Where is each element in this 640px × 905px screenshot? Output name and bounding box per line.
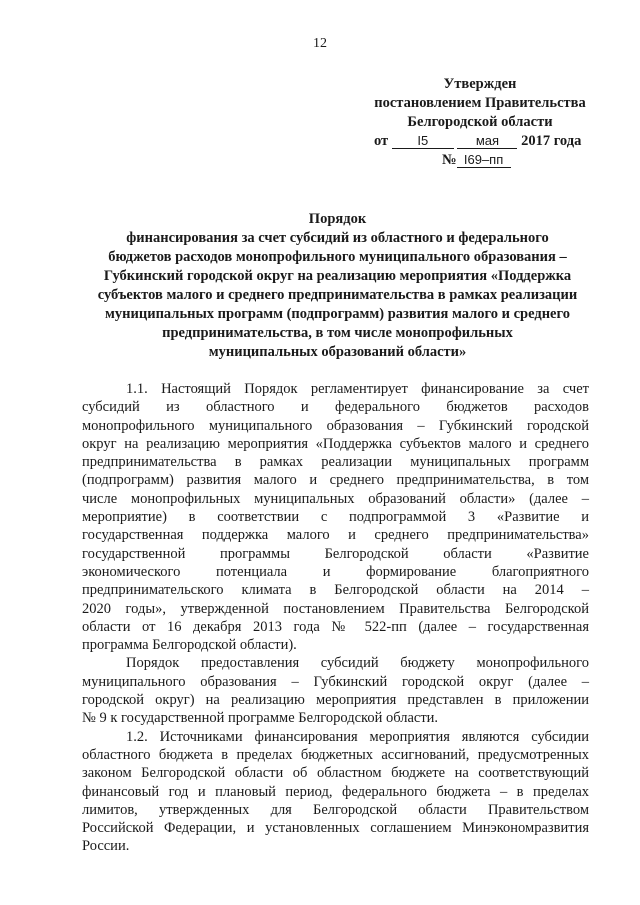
body-line: мероприятие) в соответствии с подпрограммой 3 «Развитие и: [82, 509, 589, 526]
document-body: [82, 380, 589, 856]
body-line: Порядок предоставления субсидий бюджету монопрофильного: [126, 655, 589, 672]
title-line: предпринимательства, в том числе монопрофильных: [162, 325, 513, 341]
body-line: государственная поддержка малого и среднего предпринимательства»: [82, 527, 589, 544]
body-line: (подпрограмм) развития малого и среднего предпринимательства, в том: [82, 472, 589, 489]
body-line: областного бюджета в пределах бюджетных ассигнований, предусмотренных: [82, 746, 589, 763]
body-line: финансовый год и плановый период, федерального бюджета – в пределах: [82, 783, 589, 800]
body-line: 1.1. Настоящий Порядок регламентирует финансирование за счет: [126, 381, 589, 397]
title-line: субъектов малого и среднего предпринимательства в рамках реализации: [97, 287, 578, 303]
title-line: финансирования за счет субсидий из областного и федерального: [126, 230, 549, 246]
body-line: Российской Федерации, и установленных соглашением Минэкономразвития: [82, 820, 589, 837]
paragraph-1-1: [82, 380, 589, 654]
body-line: № 9 к государственной программе Белгородской области.: [82, 710, 439, 727]
approval-date-day: I5: [392, 134, 454, 149]
approval-number-prefix: №: [442, 152, 457, 168]
body-line: лимитов, утвержденных для Белгородской области Правительством: [82, 801, 589, 818]
title-line: муниципальных образований области»: [208, 344, 467, 360]
document-title: [80, 210, 595, 362]
body-line: 1.2. Источниками финансирования мероприятия являются субсидии: [126, 728, 589, 745]
approval-line-3: Белгородской области: [407, 114, 553, 130]
body-line: субсидий из областного и федерального бюджетов расходов: [82, 399, 589, 416]
body-line: числе монопрофильных муниципальных образований области» (далее –: [82, 490, 589, 507]
body-line: монопрофильного муниципального образования – Губкинский городской: [82, 417, 589, 434]
body-line: государственной программы Белгородской области «Развитие: [82, 545, 589, 562]
approval-number-value: I69–пп: [457, 153, 511, 168]
paragraph-1-2: [82, 728, 589, 856]
body-line: области от 16 декабря 2013 года № 522-пп (далее – государственная: [82, 618, 589, 635]
body-line: 2020 годы», утвержденной постановлением Правительства Белгородской: [82, 600, 589, 617]
body-line: предпринимательства в рамках реализации муниципальных программ: [82, 454, 589, 471]
title-heading: Порядок: [308, 211, 367, 227]
body-line: программа Белгородской области).: [82, 637, 297, 654]
title-line: муниципальных программ (подпрограмм) развития малого и среднего: [105, 306, 570, 322]
body-line: законом Белгородской области об областном бюджете на соответствующий: [82, 765, 589, 782]
approval-date-year: 2017 года: [521, 133, 582, 149]
approval-date-month: мая: [457, 134, 517, 149]
title-line: Губкинский городской округ на реализацию мероприятия «Поддержка: [103, 268, 572, 284]
title-line: бюджетов расходов монопрофильного муниципального образования –: [108, 249, 567, 265]
approval-date-prefix: от: [374, 133, 389, 149]
approval-date: [360, 132, 600, 151]
body-line: округ на реализацию мероприятия «Поддержка субъектов малого и среднего: [82, 435, 589, 452]
approval-stamp: [360, 75, 600, 170]
approval-line-2: постановлением Правительства: [374, 95, 586, 111]
body-line: экономического потенциала и формирование благоприятного: [82, 563, 589, 580]
body-line: России.: [82, 838, 130, 855]
page-number: 12: [313, 36, 327, 51]
body-line: предпринимательского климата в Белгородской области на 2014 –: [82, 582, 589, 599]
approval-number: [360, 151, 600, 170]
body-line: муниципального образования – Губкинский городской округ (далее –: [82, 673, 589, 690]
paragraph-procedure: [82, 654, 589, 727]
body-line: городской округ) на реализацию мероприятия представлен в приложении: [82, 692, 589, 709]
approval-line-1: Утвержден: [443, 76, 517, 92]
